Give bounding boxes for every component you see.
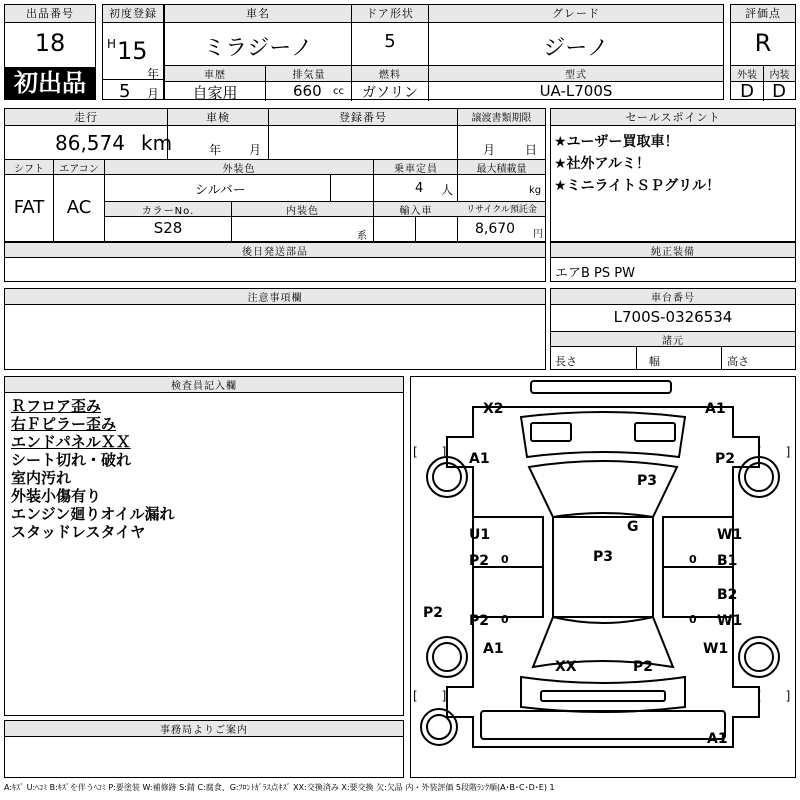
- inspector-label: 検査員記入欄: [5, 377, 403, 393]
- bracket: [ ]: [413, 689, 447, 703]
- inspector-note: エンジン廻りオイル漏れ: [11, 505, 175, 523]
- damage-mark: 0: [689, 613, 697, 626]
- load-unit: kg: [529, 185, 542, 196]
- dims-label: 諸元: [551, 331, 795, 347]
- registration-box: [102, 4, 164, 100]
- mileage: 86,574: [55, 131, 125, 155]
- grade-label: グレード: [429, 5, 723, 23]
- inspector-notes-box: [4, 376, 404, 716]
- displacement: 660: [293, 82, 322, 100]
- inspection-label: 車検: [168, 109, 268, 126]
- int-score: D: [772, 81, 786, 102]
- damage-mark: P2: [423, 605, 444, 621]
- ext-score: D: [740, 81, 754, 102]
- recycle-fee: 8,670: [475, 221, 516, 237]
- model: UA-L700S: [539, 82, 613, 100]
- displacement-label: 排気量: [266, 66, 352, 82]
- grade: ジーノ: [543, 36, 609, 61]
- inspector-note: 室内汚れ: [11, 469, 72, 487]
- bracket: [ ]: [413, 445, 447, 459]
- doc-deadline-label: 譲渡書類期限: [458, 109, 545, 126]
- score-box: [730, 4, 796, 100]
- reg-label: 初度登録: [103, 5, 163, 23]
- chassis-label: 車台番号: [551, 289, 795, 305]
- car-info-grid: [164, 4, 724, 100]
- office-notice-box: [4, 720, 404, 778]
- inspector-note: 右Ｆピラー歪み: [11, 415, 117, 433]
- damage-mark: P3: [593, 549, 614, 565]
- first-listing-badge: 初出品: [5, 67, 95, 99]
- damage-mark: X2: [483, 401, 504, 417]
- dims-width: 幅: [649, 355, 660, 368]
- sales-point-item: ★社外アルミ！: [554, 156, 650, 172]
- caution-label: 注意事項欄: [5, 289, 545, 305]
- mileage-unit: km: [141, 131, 173, 155]
- color-label: 外装色: [105, 160, 373, 175]
- damage-mark: 0: [501, 613, 509, 626]
- color: シルバー: [195, 183, 246, 198]
- color-no: S28: [153, 219, 183, 237]
- int-score-label: 内装: [763, 66, 795, 82]
- history-label: 車歴: [165, 66, 265, 82]
- bracket: [ ]: [757, 689, 791, 703]
- shift: FAT: [13, 197, 45, 218]
- damage-mark: A1: [705, 401, 726, 417]
- ext-score-label: 外装: [731, 66, 763, 82]
- doc-day-unit: 日: [525, 143, 538, 157]
- damage-mark: XX: [555, 659, 577, 675]
- int-color-unit: 系: [357, 231, 367, 242]
- reg-era: H: [107, 37, 117, 51]
- damage-mark: W1: [717, 613, 743, 629]
- damage-mark: A1: [469, 451, 490, 467]
- reg-year: 15: [117, 37, 148, 65]
- damage-mark: A1: [483, 641, 504, 657]
- int-color-label: 内装色: [232, 202, 373, 217]
- damage-mark: P2: [633, 659, 654, 675]
- reg-month: 5: [119, 81, 131, 102]
- inspector-note: スタッドレスタイヤ: [11, 523, 146, 541]
- fuel: ガソリン: [362, 85, 418, 101]
- fuel-label: 燃料: [352, 66, 428, 82]
- damage-mark: P2: [715, 451, 736, 467]
- damage-mark: B1: [717, 553, 738, 569]
- recycle-unit: 円: [533, 229, 543, 240]
- import-label: 輸入車: [374, 202, 458, 217]
- damage-mark: W1: [703, 641, 729, 657]
- inspector-note: エンドパネルＸＸ: [11, 433, 131, 451]
- damage-mark: B2: [717, 587, 738, 603]
- car-diagram-box: [410, 376, 796, 778]
- lot-box: [4, 4, 96, 100]
- inspector-note: 外装小傷有り: [11, 487, 102, 505]
- color-no-label: カラーNo.: [105, 202, 231, 217]
- model-label: 型式: [429, 66, 723, 82]
- damage-mark: A1: [707, 731, 728, 747]
- lot-number: 18: [34, 29, 66, 57]
- car-name: ミラジーノ: [203, 36, 313, 61]
- specs-grid: [4, 108, 546, 242]
- inspection-month-unit: 月: [249, 143, 262, 157]
- capacity-unit: 人: [441, 183, 454, 197]
- office-notice-label: 事務局よりご案内: [5, 721, 403, 737]
- reg-year-unit: 年: [147, 67, 160, 81]
- load-label: 最大積載量: [458, 160, 545, 175]
- parts-later-box: [4, 242, 546, 282]
- capacity: 4: [415, 181, 424, 196]
- damage-mark: 0: [689, 553, 697, 566]
- inspection-year-unit: 年: [209, 143, 222, 157]
- score: R: [754, 29, 772, 57]
- damage-mark: P2: [469, 553, 490, 569]
- capacity-label: 乗車定員: [374, 160, 458, 175]
- equipment-box: [550, 242, 796, 282]
- inspector-note: Ｒフロア歪み: [11, 397, 102, 415]
- legend-text: A:ｷｽﾞ U:ﾍｺﾐ B:ｷｽﾞを伴うﾍｺﾐ P:要塗装 W:補修跡 S:錆 C:腐食、G:ﾌﾛﾝﾄｶﾞﾗｽ点ｷｽﾞ XX:交換済み X:要交換 欠:欠品 内・外装評価 5段階ﾗﾝｸ順(A･B･C･D･E) 1: [4, 783, 555, 792]
- damage-mark: U1: [469, 527, 491, 543]
- door-label: ドア形状: [352, 5, 428, 23]
- reg-month-unit: 月: [147, 87, 160, 101]
- shift-label: シフト: [5, 160, 53, 175]
- dims-length: 長さ: [555, 355, 577, 368]
- doors: 5: [384, 31, 396, 52]
- damage-mark: W1: [717, 527, 743, 543]
- equipment-label: 純正装備: [551, 243, 795, 258]
- inspector-note: シート切れ・破れ: [11, 451, 132, 469]
- lot-label: 出品番号: [5, 5, 95, 23]
- equipment-value: エアB PS PW: [555, 266, 635, 281]
- ac-label: エアコン: [54, 160, 104, 175]
- sales-points-label: セールスポイント: [551, 109, 795, 126]
- damage-mark: P3: [637, 473, 658, 489]
- sales-point-item: ★ユーザー買取車！: [554, 134, 679, 150]
- damage-mark: 0: [501, 553, 509, 566]
- doc-month-unit: 月: [483, 143, 496, 157]
- score-label: 評価点: [731, 5, 795, 23]
- chassis-number: L700S-0326534: [613, 308, 733, 326]
- recycle-label: リサイクル預託金: [458, 202, 545, 217]
- car-outline-diagram: [411, 377, 795, 777]
- caution-box: [4, 288, 546, 370]
- sales-point-item: ★ミニライトＳＰグリル！: [554, 178, 721, 194]
- parts-later-label: 後日発送部品: [5, 243, 545, 258]
- mileage-label: 走行: [5, 109, 167, 126]
- ac: AC: [66, 197, 92, 218]
- sales-points-box: [550, 108, 796, 242]
- bracket: [ ]: [757, 445, 791, 459]
- chassis-box: [550, 288, 796, 370]
- car-name-label: 車名: [165, 5, 351, 23]
- damage-mark: G: [627, 519, 639, 535]
- damage-mark: P2: [469, 613, 490, 629]
- plate-label: 登録番号: [269, 109, 457, 126]
- history: 自家用: [192, 84, 238, 102]
- displacement-unit: cc: [333, 86, 344, 97]
- dims-height: 高さ: [727, 355, 749, 368]
